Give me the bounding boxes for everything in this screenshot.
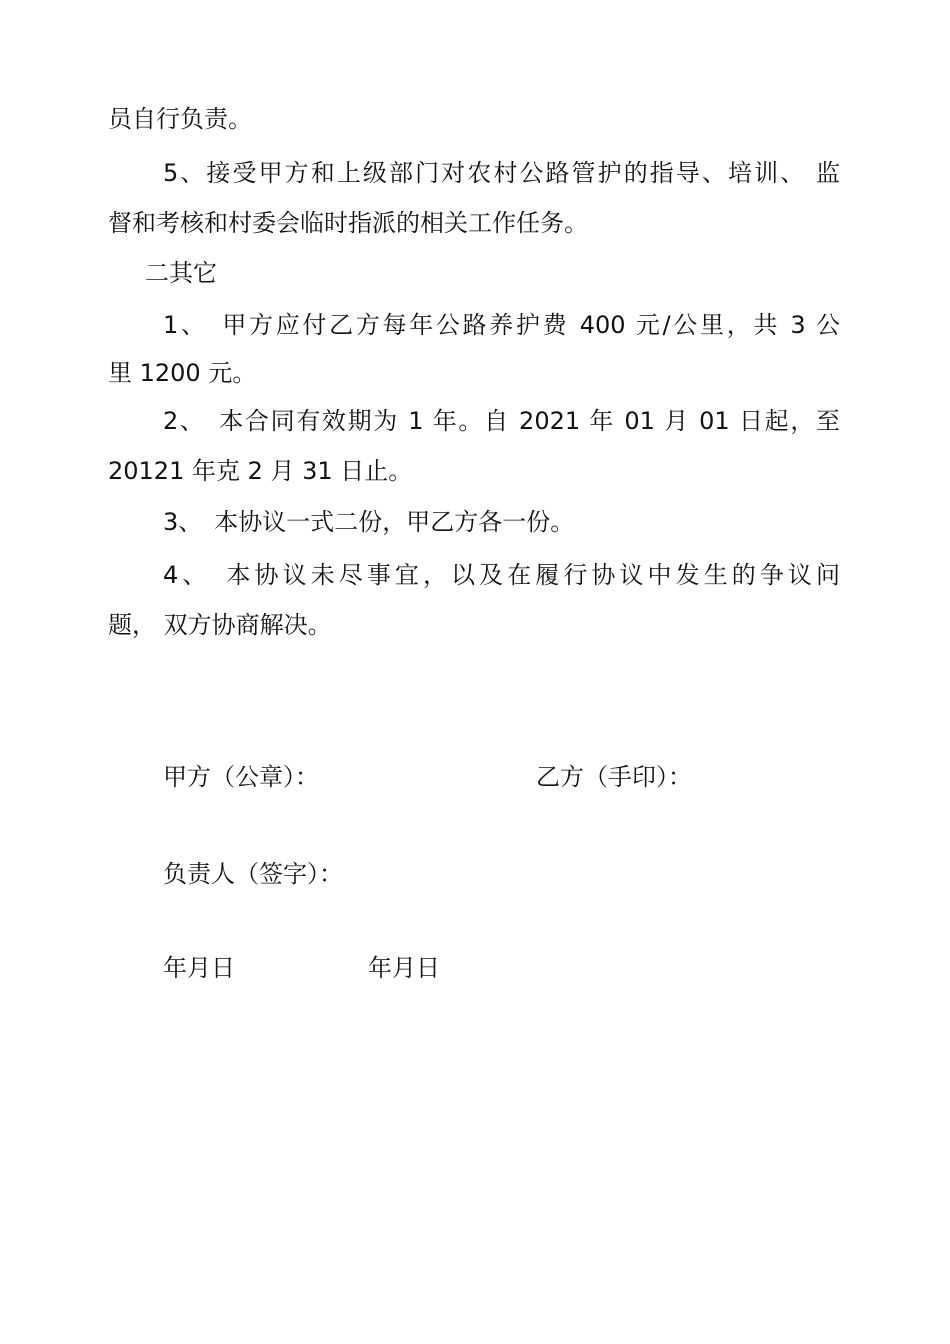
other-clause-4-line-1: 4、 本协议未尽事宜，以及在履行协议中发生的争议问	[163, 561, 840, 589]
other-clause-1-line-1: 1、 甲方应付乙方每年公路养护费 400 元/公里，共 3 公	[163, 311, 840, 339]
party-b-date: 年月日	[368, 954, 440, 982]
responsible-signature-label: 负责人（签字）：	[163, 860, 343, 888]
other-clause-2-line-1: 2、 本合同有效期为 1 年。自 2021 年 01 月 01 日起，至	[163, 407, 840, 435]
other-clause-1-line-2: 里 1200 元。	[108, 359, 257, 387]
other-clause-3: 3、 本协议一式二份，甲乙方各一份。	[163, 508, 575, 536]
other-clause-4-line-2: 题， 双方协商解决。	[108, 611, 332, 639]
party-a-seal-label: 甲方（公章）：	[163, 763, 319, 791]
party-a-date: 年月日	[163, 954, 235, 982]
section-heading-other: 二其它	[145, 259, 217, 287]
party-b-fingerprint-label: 乙方（手印）：	[536, 763, 692, 791]
other-clause-2-line-2: 20121 年克 2 月 31 日止。	[108, 457, 413, 485]
paragraph-line: 员自行负责。	[108, 105, 252, 133]
clause-5-line-1: 5、接受甲方和上级部门对农村公路管护的指导、培训、 监	[163, 159, 840, 187]
clause-5-line-2: 督和考核和村委会临时指派的相关工作任务。	[108, 209, 588, 237]
